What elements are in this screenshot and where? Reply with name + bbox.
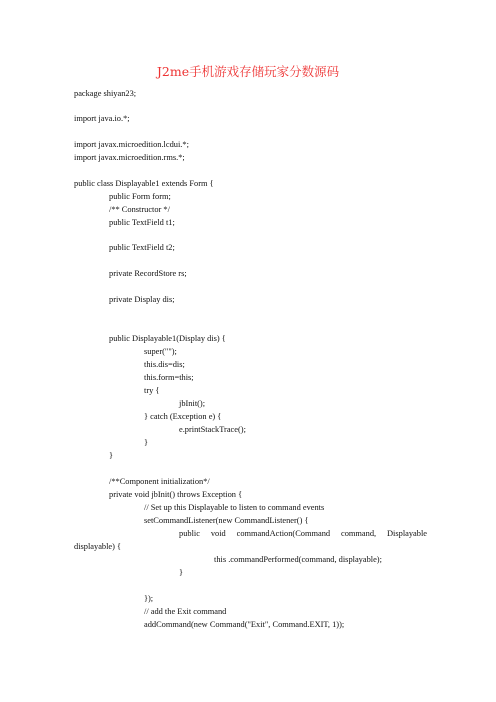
code-line: import java.io.*; xyxy=(74,114,130,123)
code-line: public Form form; xyxy=(109,192,171,201)
code-line: public Displayable1(Display dis) { xyxy=(109,334,226,343)
code-line: public TextField t2; xyxy=(109,243,175,252)
code-line: setCommandListener(new CommandListener() { xyxy=(144,516,309,525)
code-line: this .commandPerformed(command, displayable); xyxy=(214,555,382,564)
code-line: /** Constructor */ xyxy=(109,205,170,214)
code-line: public TextField t1; xyxy=(109,218,175,227)
code-line: private RecordStore rs; xyxy=(109,269,187,278)
code-line: jbInit(); xyxy=(179,399,206,408)
code-line: } xyxy=(109,451,114,460)
code-line: // add the Exit command xyxy=(144,607,227,616)
document-title: J2me手机游戏存储玩家分数源码 xyxy=(156,64,340,79)
code-line: e.printStackTrace(); xyxy=(179,425,246,434)
code-line: public void commandAction(Command command, Displayable xyxy=(179,529,427,538)
code-line: } catch (Exception e) { xyxy=(144,412,222,421)
code-line: this.dis=dis; xyxy=(144,360,185,369)
code-line: } xyxy=(179,568,184,577)
code-line: addCommand(new Command("Exit", Command.EXIT, 1)); xyxy=(144,620,345,629)
code-line: private Display dis; xyxy=(109,295,175,304)
code-line: package shiyan23; xyxy=(74,89,137,98)
code-line: // Set up this Displayable to listen to command events xyxy=(144,503,325,512)
code-line: /**Component initialization*/ xyxy=(109,477,210,486)
code-line: import javax.microedition.lcdui.*; xyxy=(74,140,189,149)
code-line: } xyxy=(144,438,149,447)
code-line: displayable) { xyxy=(74,542,122,551)
code-line: this.form=this; xyxy=(144,373,194,382)
code-line: }); xyxy=(144,594,154,603)
code-line: import javax.microedition.rms.*; xyxy=(74,153,185,162)
code-line: try { xyxy=(144,386,160,395)
code-line: super(""); xyxy=(144,347,177,356)
code-line: public class Displayable1 extends Form { xyxy=(74,179,214,188)
code-line: private void jbInit() throws Exception { xyxy=(109,490,243,499)
